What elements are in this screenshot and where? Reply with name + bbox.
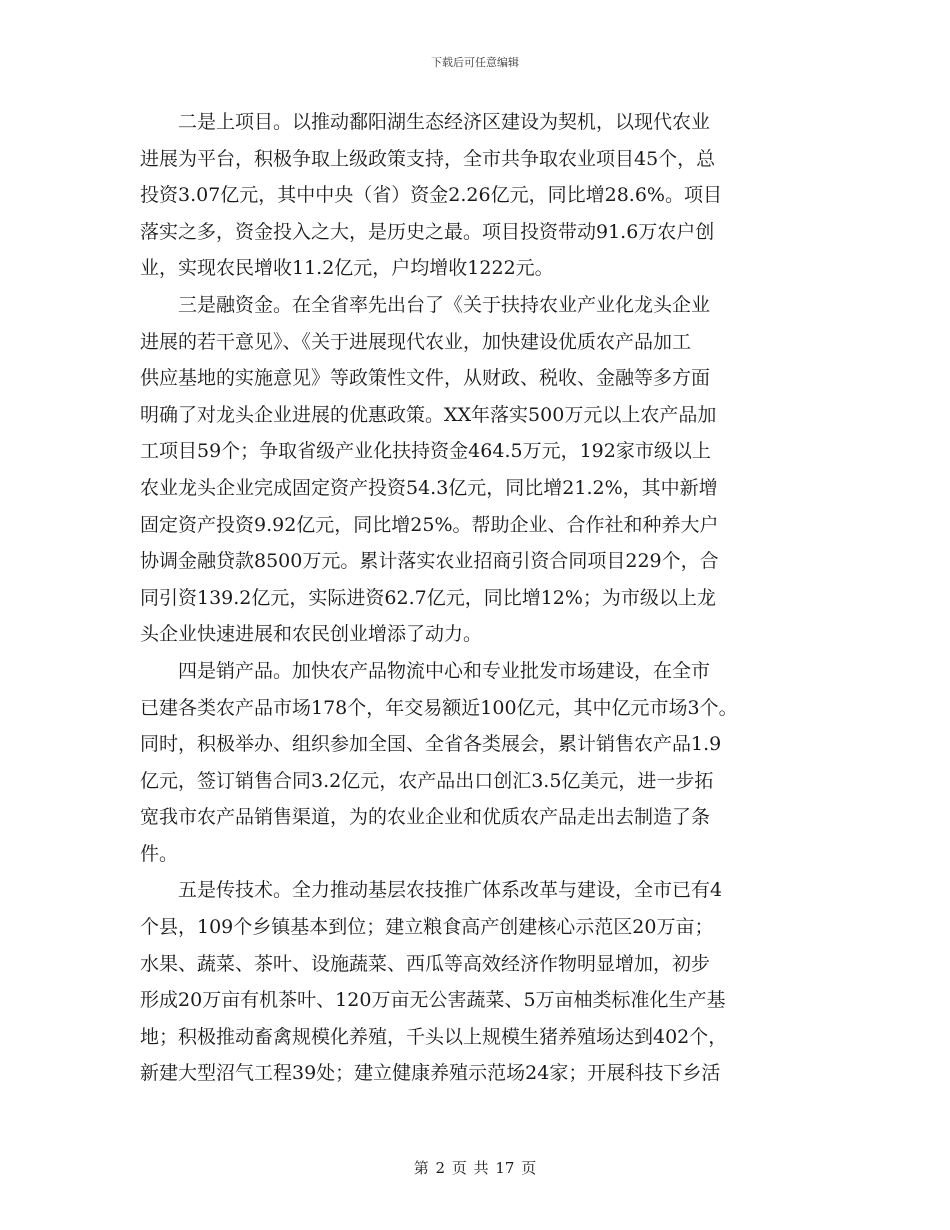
paragraph-technology: 五是传技术。全力推动基层农技推广体系改革与建设，全市已有4 个县，109个乡镇基本到位；建立粮食高产创建核心示范区20万亩； 水果、蔬菜、茶叶、设施蔬菜、西瓜等高效经济作物明显增加，初步 形成20万亩有机茶叶、120万亩无公害蔬菜、5万亩柚类标准化生产基 地；积极推动畜禽规模化养殖，千头以上规模生猪养殖场达到402个， 新建大型沼气工程39处；建立健康养殖示范场24家；开展科技下乡活 [140,879,728,1085]
paragraph-funding: 三是融资金。在全省率先出台了《关于扶持农业产业化龙头企业 进展的若干意见》、《关于进展现代农业，加快建设优质农产品加工 供应基地的实施意见》等政策性文件，从财政、税收、金融等多方面 明确了对龙头企业进展的优惠政策。XX年落实500万元以上农产品加 工项目59个；争取省级产业化扶持资金464.5万元，192家市级以上 农业龙头企业完成固定资产投资54.3亿元，同比增21.2%，其中新增 固定资产投资9.92亿元，同比增25%。帮助企业、合作社和种养大户 协调金融贷款8500万元。累计落实农业招商引资合同项目229个，合 同引资139.2亿元，实际进资62.7亿元，同比增12%；为市级以上龙 头企业快速进展和农民创业增添了动力。 [140,293,719,646]
page-number-footer: 第 2 页 共 17 页 [413,1159,537,1177]
paragraph-projects: 二是上项目。以推动鄱阳湖生态经济区建设为契机，以现代农业 进展为平台，积极争取上级政策支持，全市共争取农业项目45个，总 投资3.07亿元，其中中央（省）资金2.26亿元，同比增28.6%。项目 落实之多，资金投入之大，是历史之最。项目投资带动91.6万农户创 业，实现农民增收11.2亿元，户均增收1222元。 [140,111,722,280]
page-header: 下载后可任意编辑 [431,56,519,69]
document-body [140,104,820,1092]
paragraph-sales: 四是销产品。加快农产品物流中心和专业批发市场建设，在全市 已建各类农产品市场178个，年交易额近100亿元，其中亿元市场3个。 同时，积极举办、组织参加全国、全省各类展会，累计销售农产品1.9 亿元，签订销售合同3.2亿元，农产品出口创汇3.5亿美元，进一步拓 宽我市农产品销售渠道，为的农业企业和优质农产品走出去制造了条 件。 [140,659,738,865]
